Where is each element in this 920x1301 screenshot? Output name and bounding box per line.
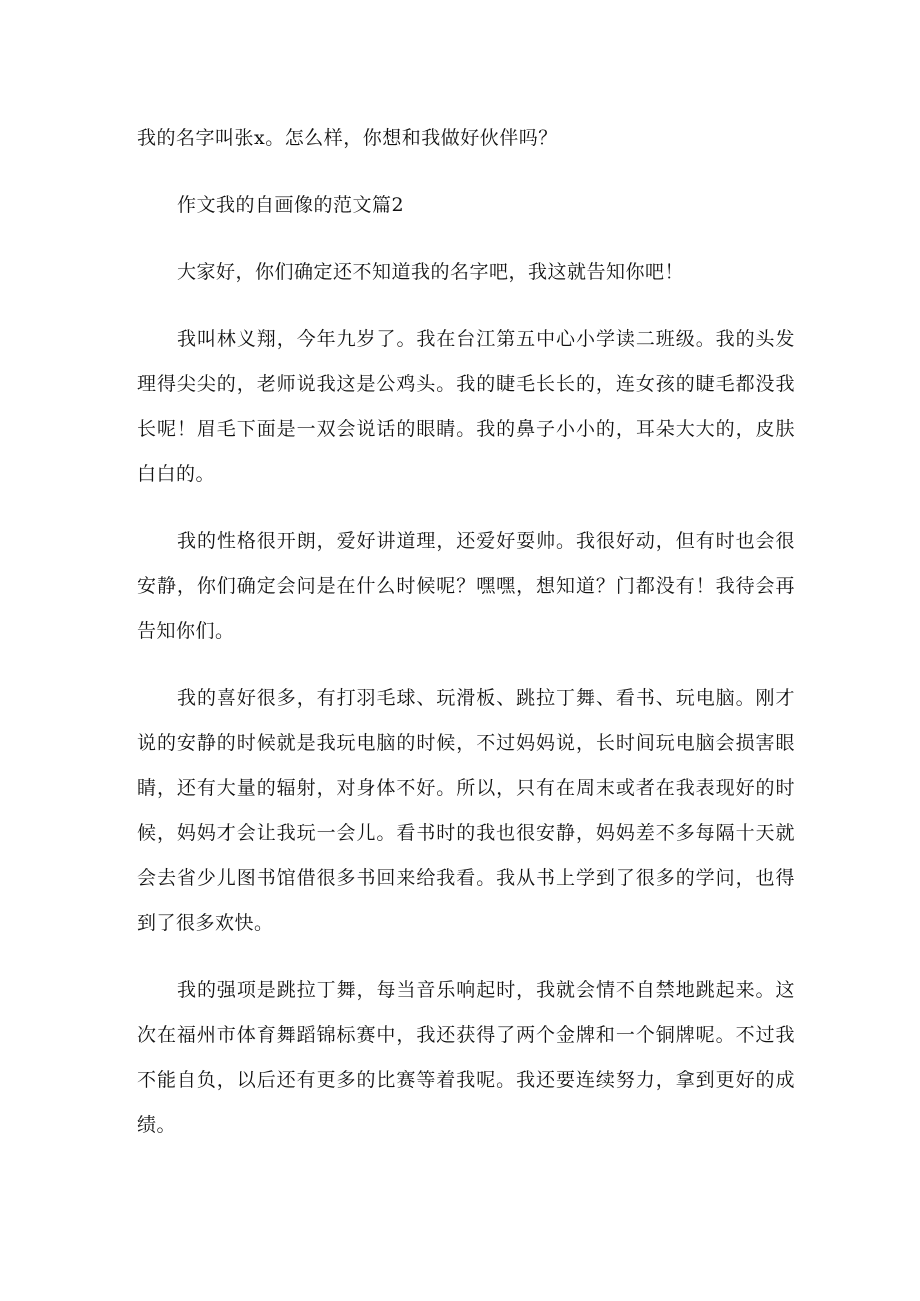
- paragraph-hobbies: 我的喜好很多，有打羽毛球、玩滑板、跳拉丁舞、看书、玩电脑。刚才说的安静的时候就是我玩电脑的时候，不过妈妈说，长时间玩电脑会损害眼睛，还有大量的辐射，对身体不好。所以，只有在周末或者在我表现好的时候，妈妈才会让我玩一会儿。看书时的我也很安静，妈妈差不多每隔十天就会去省少儿图书馆借很多书回来给我看。我从书上学到了很多的学问，也得到了很多欢快。: [137, 687, 795, 934]
- document-body: [137, 116, 795, 1148]
- paragraph-closing-line: 我的名字叫张x。怎么样，你想和我做好伙伴吗？: [137, 127, 558, 149]
- paragraph-greeting: 大家好，你们确定还不知道我的名字吧，我这就告知你吧！: [177, 261, 685, 283]
- paragraph-personality: 我的性格很开朗，爱好讲道理，还爱好耍帅。我很好动，但有时也会很安静，你们确定会问是在什么时候呢？嘿嘿，想知道？门都没有！我待会再告知你们。: [137, 530, 795, 642]
- section-heading: 作文我的自画像的范文篇2: [177, 194, 405, 216]
- paragraph-appearance: 我叫林义翔，今年九岁了。我在台江第五中心小学读二班级。我的头发理得尖尖的，老师说我这是公鸡头。我的睫毛长长的，连女孩的睫毛都没我长呢！眉毛下面是一双会说话的眼睛。我的鼻子小小的，耳朵大大的，皮肤白白的。: [137, 328, 795, 485]
- paragraph-strengths: 我的强项是跳拉丁舞，每当音乐响起时，我就会情不自禁地跳起来。这次在福州市体育舞蹈锦标赛中，我还获得了两个金牌和一个铜牌呢。不过我不能自负，以后还有更多的比赛等着我呢。我还要连续努力，拿到更好的成绩。: [137, 979, 795, 1136]
